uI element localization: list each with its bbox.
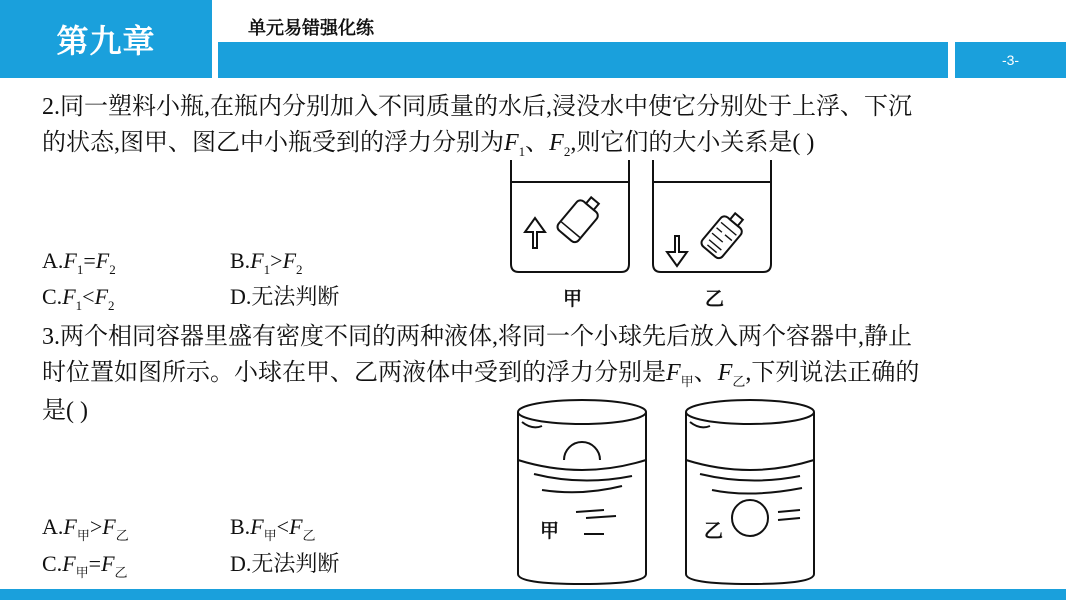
bottle-yi-icon <box>699 208 748 260</box>
beaker-jia <box>518 412 646 584</box>
q2-option-a[interactable]: $A.F_1=F_2$ <box>42 248 116 277</box>
page-number: -3- <box>955 42 1066 78</box>
q2-stem-line1: 2.同一塑料小瓶,在瓶内分别加入不同质量的水后,浸没水中使它分别处于上浮、下沉 <box>42 94 912 120</box>
bottle-jia-icon <box>555 192 604 244</box>
q2-option-d[interactable]: D.无法判断 <box>230 284 340 309</box>
q2-option-b[interactable]: $B.F_1>F_2$ <box>230 248 303 277</box>
up-arrow-icon <box>525 218 545 248</box>
q2-caption-jia: 甲 <box>563 288 583 310</box>
beaker-yi <box>686 412 814 584</box>
header-bar <box>218 42 948 78</box>
q3-option-d[interactable]: D.无法判断 <box>230 551 340 576</box>
q3-option-a[interactable]: $A.F_甲>F_乙$ <box>42 514 129 543</box>
q3-option-b[interactable]: $B.F_甲<F_乙$ <box>230 514 316 543</box>
q3-figure <box>512 394 832 588</box>
q3-stem-line3: 是( ) <box>42 398 88 424</box>
q2-option-c[interactable]: $C.F_1<F_2$ <box>42 284 115 313</box>
down-arrow-icon <box>667 236 687 266</box>
section-title: 单元易错强化练 <box>248 18 374 39</box>
beaker-yi-rim <box>686 400 814 424</box>
ball-yi-icon <box>732 500 768 536</box>
beaker-jia-rim <box>518 400 646 424</box>
footer-bar <box>0 589 1066 600</box>
q2-stem-line2: 的状态,图甲、图乙中小瓶受到的浮力分别为$F_1$、$F_2$,则它们的大小关系是( ) <box>42 130 815 159</box>
q2-figure <box>505 160 785 280</box>
q3-caption-yi: 乙 <box>704 520 724 542</box>
q3-caption-jia: 甲 <box>540 520 560 542</box>
q3-stem-line2: 时位置如图所示。小球在甲、乙两液体中受到的浮力分别是$F_甲$、$F_乙$,下列说法正确的 <box>42 360 920 389</box>
q2-caption-yi: 乙 <box>705 288 725 310</box>
chapter-tab: 第九章 <box>0 0 212 78</box>
ball-jia-icon <box>564 442 600 460</box>
q3-option-c[interactable]: $C.F_甲=F_乙$ <box>42 551 128 580</box>
q3-stem-line1: 3.两个相同容器里盛有密度不同的两种液体,将同一个小球先后放入两个容器中,静止 <box>42 324 912 350</box>
